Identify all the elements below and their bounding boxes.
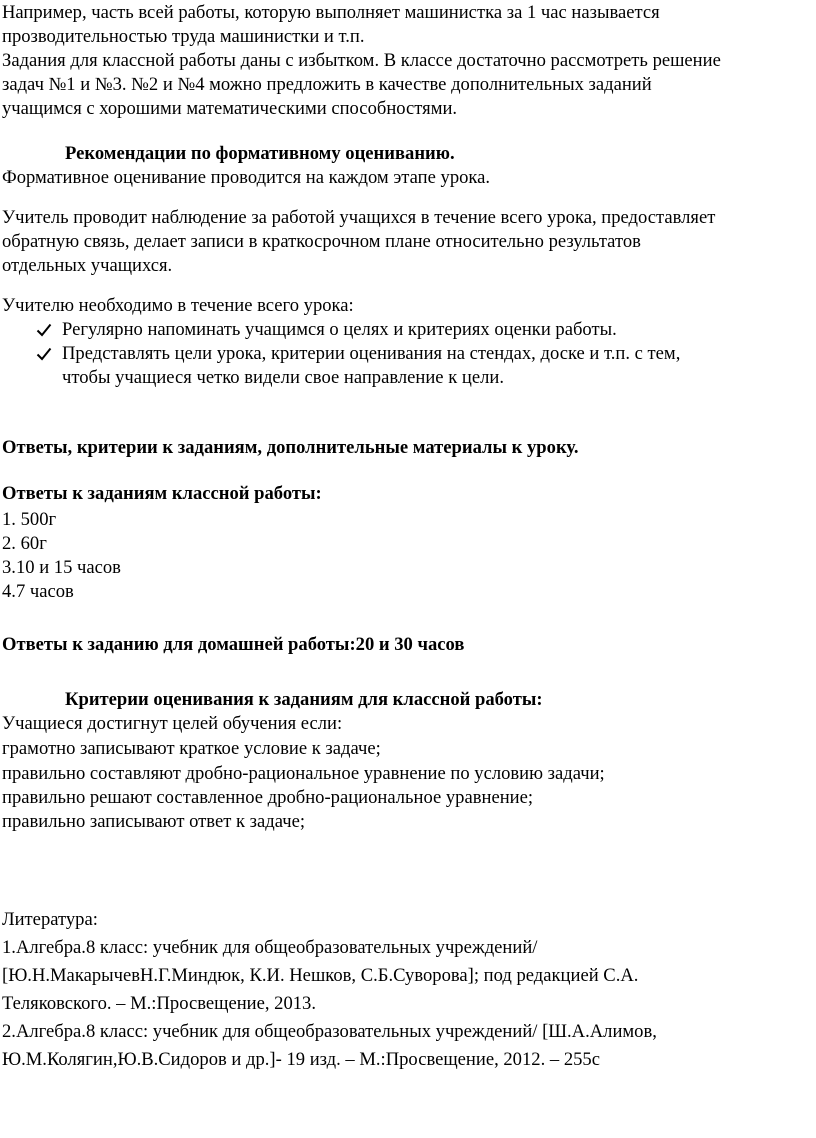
intro-line: прозводительностью труда машинистки и т.п. [2,26,365,47]
checkmark-icon [36,346,52,362]
class-answer: 1. 500г [2,509,57,530]
list-item: Регулярно напоминать учащимся о целях и критериях оценки работы. [62,319,617,340]
literature-line: Теляковского. – М.:Просвещение, 2013. [2,993,316,1014]
criteria-heading: Критерии оценивания к заданиям для классной работы: [65,689,543,710]
class-answer: 4.7 часов [2,581,74,602]
criteria-line: Учащиеся достигнут целей обучения если: [2,713,343,734]
formative-heading: Рекомендации по формативному оцениванию. [65,143,455,164]
criteria-line: правильно составляют дробно-рациональное уравнение по условию задачи; [2,763,605,784]
literature-heading: Литература: [2,909,98,930]
intro-line: задач №1 и №3. №2 и №4 можно предложить в качестве дополнительных заданий [2,74,652,95]
criteria-line: правильно записывают ответ к задаче; [2,811,305,832]
formative-paragraph-line: отдельных учащихся. [2,255,173,276]
list-item-continuation: чтобы учащиеся четко видели свое направление к цели. [62,367,504,388]
intro-line: Например, часть всей работы, которую выполняет машинистка за 1 час называется [2,2,660,23]
literature-line: [Ю.Н.МакарычевН.Г.Миндюк, К.И. Нешков, С.Б.Суворова]; под редакцией С.А. [2,965,639,986]
teacher-intro: Учителю необходимо в течение всего урока: [2,295,354,316]
home-answers-heading: Ответы к заданию для домашней работы:20 и 30 часов [2,634,465,655]
literature-line: Ю.М.Колягин,Ю.В.Сидоров и др.]- 19 изд. – М.:Просвещение, 2012. – 255с [2,1049,600,1070]
formative-paragraph-line: Учитель проводит наблюдение за работой учащихся в течение всего урока, предоставляет [2,207,716,228]
intro-line: Задания для классной работы даны с избытком. В классе достаточно рассмотреть решение [2,50,721,71]
class-answer: 3.10 и 15 часов [2,557,121,578]
checkmark-icon [36,322,52,338]
literature-line: 1.Алгебра.8 класс: учебник для общеобразовательных учреждений/ [2,937,538,958]
list-item: Представлять цели урока, критерии оценивания на стендах, доске и т.п. с тем, [62,343,681,364]
criteria-line: грамотно записывают краткое условие к задаче; [2,738,381,759]
criteria-line: правильно решают составленное дробно-рациональное уравнение; [2,787,534,808]
literature-line: 2.Алгебра.8 класс: учебник для общеобразовательных учреждений/ [Ш.А.Алимов, [2,1021,657,1042]
class-answers-heading: Ответы к заданиям классной работы: [2,483,322,504]
formative-line: Формативное оценивание проводится на каждом этапе урока. [2,167,491,188]
class-answer: 2. 60г [2,533,47,554]
answers-heading: Ответы, критерии к заданиям, дополнительные материалы к уроку. [2,437,579,458]
formative-paragraph-line: обратную связь, делает записи в краткосрочном плане относительно результатов [2,231,641,252]
intro-line: учащимся с хорошими математическими способностями. [2,98,458,119]
